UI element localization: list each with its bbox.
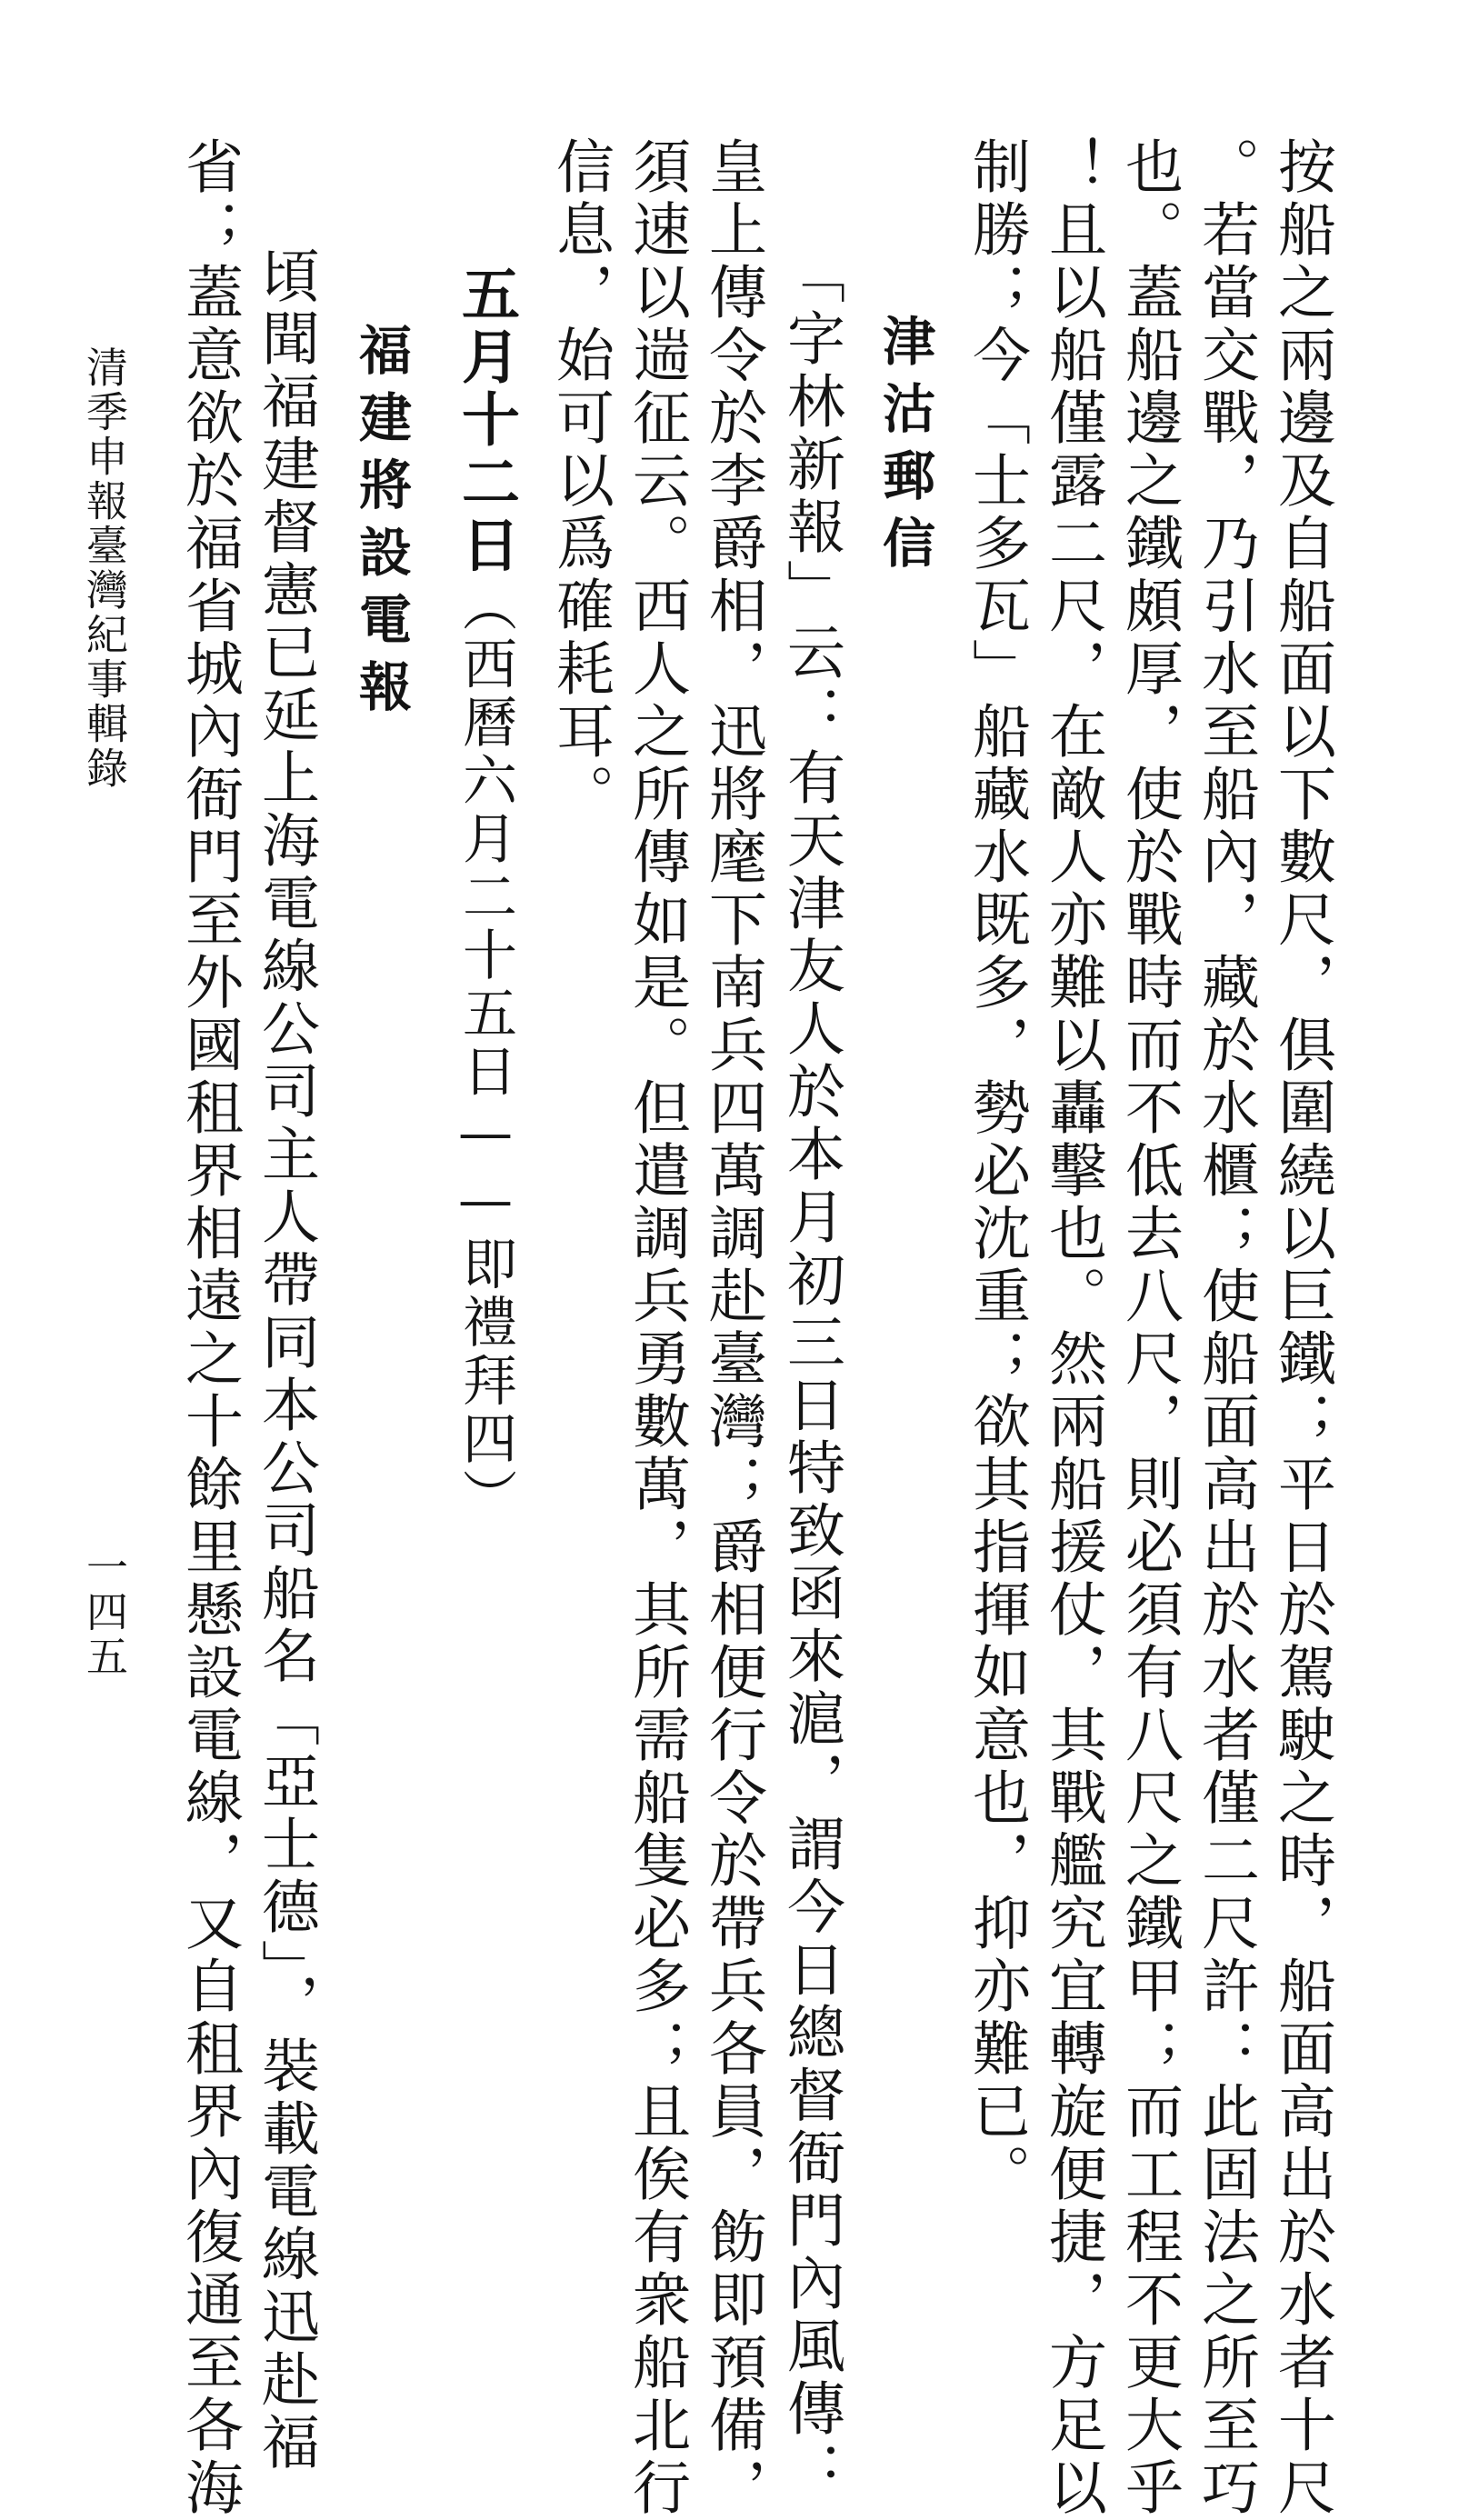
date-line: [452, 264, 520, 1526]
article1-line-5: 制勝；今「士多瓦」船藏水既多，勢必沈重；欲其指揮如意也，抑亦難已。: [963, 136, 1030, 2206]
date-gregorian-weekday: （西曆六月二十五日——即禮拜四）: [454, 577, 517, 1526]
article3-heading: 福建將設電報: [350, 323, 412, 726]
article3-line-2: 省；蓋意欲於福省城內衙門至外國租界相遠之十餘里懸設電線，又自租界內復通至各海: [175, 136, 243, 2520]
article2-heading: 津沽郵信: [874, 314, 935, 583]
article1-line-3: 也。蓋船邊之鐵頗厚，使於戰時而不低去八尺，則必須有八尺之鐵甲；而工程不更大乎: [1115, 136, 1183, 2520]
date-main: 五月十二日: [452, 264, 520, 577]
running-title: 清季申報臺灣紀事輯錄: [80, 345, 129, 791]
article2-line-4: 信息，始可以爲確耗耳。: [546, 136, 614, 826]
article2-line-2: 皇上傳令於李爵相，迅將麾下南兵四萬調赴臺灣；爵相便行令於帶兵各員，飭即預備，: [699, 136, 766, 2520]
article1-line-2: 。若當交戰，乃引水至船內，藏於水櫃；使船面高出於水者僅二尺許：此固法之所至巧: [1192, 136, 1259, 2520]
article2-line-1: 「字林新報」云：有天津友人於本月初三日特致函來滬，謂今日總督衙門內風傳：: [777, 245, 844, 2504]
article1-line-4: ！且以船僅露二尺，在敵人亦難以轟擊也。然兩船援仗，其戰艦究宜轉旋便捷，方足以: [1039, 136, 1106, 2520]
page-number: 一四五: [80, 1545, 129, 1679]
article1-line-1: 按船之兩邊及自船面以下數尺，俱圍繞以巨鐵；平日於駕駛之時，船面高出於水者十尺: [1268, 136, 1335, 2520]
article3-line-1: 頃聞福建督憲已延上海電線公司主人帶同本公司船名「亞士德」，裝載電線迅赴福: [252, 245, 319, 2475]
article2-line-3: 須速以遄征云。西人之所傳如是。但遣調兵勇數萬，其所需船隻必多；且俟有衆船北行: [623, 136, 690, 2520]
